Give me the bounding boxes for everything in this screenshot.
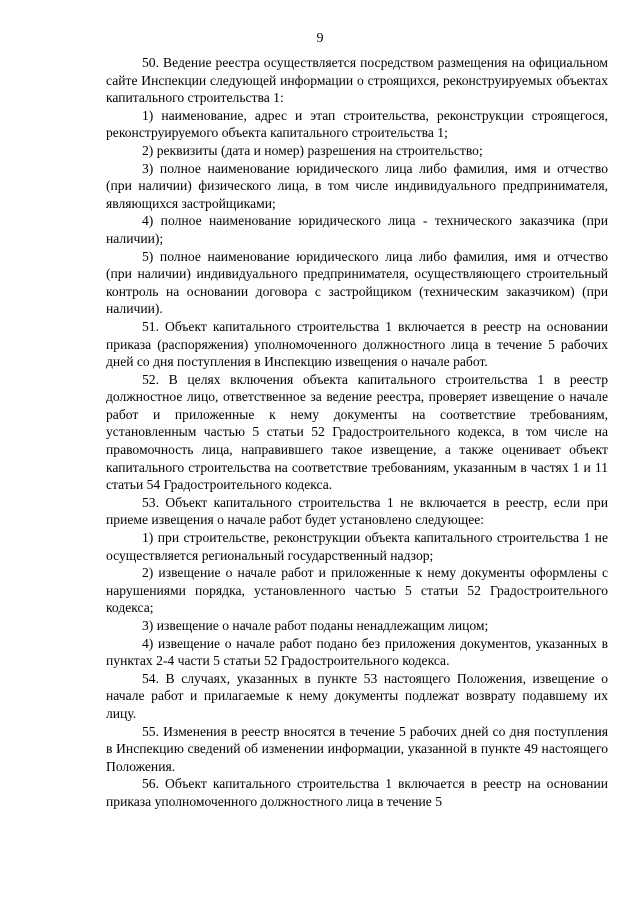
paragraph-item-50: 50. Ведение реестра осуществляется посредством размещения на официальном сайте Инспекции следующей информации о строящихся, реконструируемых объектах капитального строительства 1: <box>106 55 608 106</box>
list-item-50-1: 1) наименование, адрес и этап строительства, реконструкции строящегося, реконструируемого объекта капитального строительства 1; <box>106 107 608 141</box>
document-body <box>106 54 608 811</box>
paragraph-item-54: 54. В случаях, указанных в пункте 53 настоящего Положения, извещение о начале работ и прилагаемые к нему документы подлежат возврату подавшему их лицу. <box>106 670 608 721</box>
list-item-53-3: 3) извещение о начале работ поданы ненадлежащим лицом; <box>142 618 489 633</box>
paragraph-item-52: 52. В целях включения объекта капитального строительства 1 в реестр должностное лицо, ответственное за ведение реестра, проверяет извещение о начале работ и приложенные к нему документы на соответствие требованиям, установленным частью 5 статьи 52 Градостроительного кодекса, в том числе на правомочность лица, направившего такое извещение, а также оценивает объект капитального строительства на соответствие требованиям, указанным в частях 1 и 11 статьи 54 Градостроительного кодекса. <box>106 371 608 493</box>
list-item-53-1: 1) при строительстве, реконструкции объекта капитального строительства 1 не осуществляется региональный государственный надзор; <box>106 530 608 563</box>
list-item-53-4: 4) извещение о начале работ подано без приложения документов, указанных в пунктах 2-4 части 5 статьи 52 Градостроительного кодекса. <box>106 635 608 669</box>
paragraph-item-56: 56. Объект капитального строительства 1 включается в реестр на основании приказа уполномоченного должностного лица в течение 5 <box>106 776 608 809</box>
list-item-53-2: 2) извещение о начале работ и приложенные к нему документы оформлены с нарушениями порядка, установленного частью 5 статьи 52 Градостроительного кодекса; <box>106 565 608 616</box>
page-number: 9 <box>316 31 324 46</box>
paragraph-item-53: 53. Объект капитального строительства 1 не включается в реестр, если при приеме извещения о начале работ будет установлено следующее: <box>106 494 608 528</box>
list-item-50-5: 5) полное наименование юридического лица либо фамилия, имя и отчество (при наличии) индивидуального предпринимателя, осуществляющего строительный контроль на основании договора с застройщиком (техническим заказчиком) (при наличии). <box>106 248 608 317</box>
paragraph-item-51: 51. Объект капитального строительства 1 включается в реестр на основании приказа (распоряжения) уполномоченного должностного лица в течение 5 рабочих дней со дня поступления в Инспекцию извещения о начале работ. <box>106 318 608 370</box>
paragraph-item-55: 55. Изменения в реестр вносятся в течение 5 рабочих дней со дня поступления в Инспекцию сведений об изменении информации, указанной в пункте 49 настоящего Положения. <box>106 723 608 774</box>
list-item-50-2: 2) реквизиты (дата и номер) разрешения на строительство; <box>142 142 483 158</box>
list-item-50-4: 4) полное наименование юридического лица - технического заказчика (при наличии); <box>106 213 608 246</box>
list-item-50-3: 3) полное наименование юридического лица либо фамилия, имя и отчество (при наличии) физического лица, в том числе индивидуального предпринимателя, являющихся застройщиками; <box>106 160 608 211</box>
